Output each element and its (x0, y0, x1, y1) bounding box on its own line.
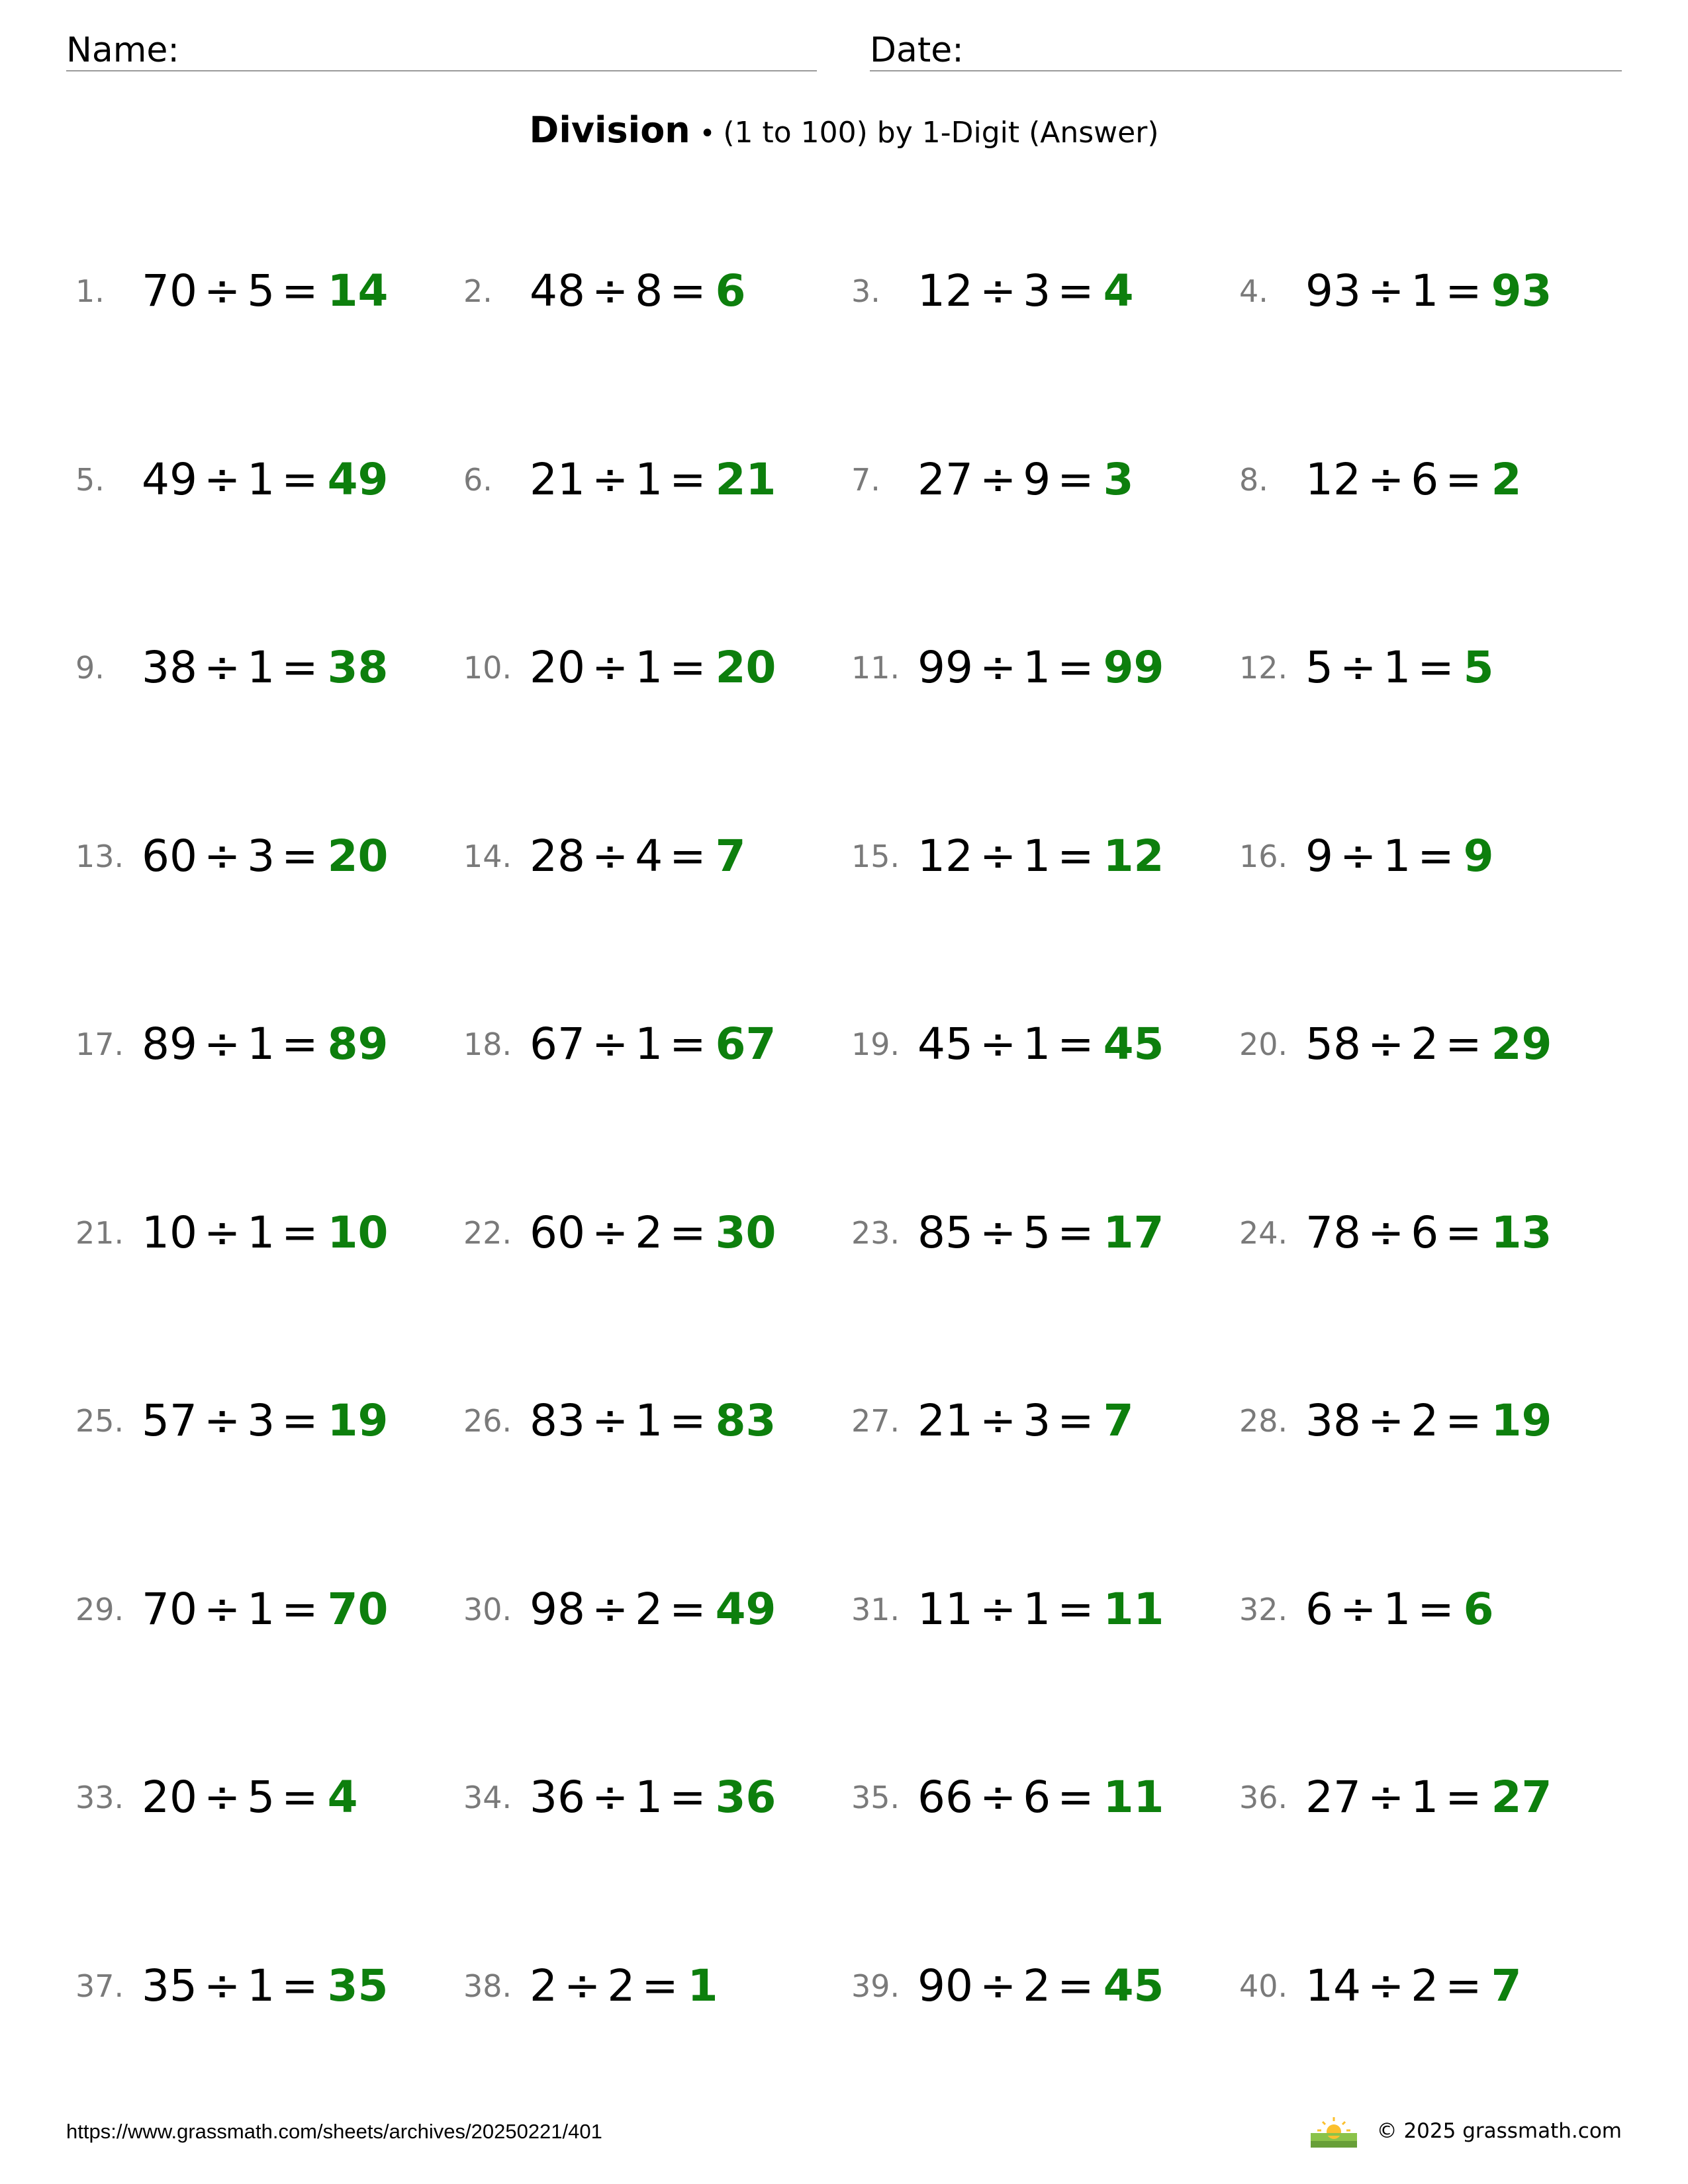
dividend: 12 (1305, 454, 1361, 505)
divisor: 1 (247, 1207, 275, 1258)
divide-sign: ÷ (979, 1960, 1017, 2011)
divide-sign: ÷ (1367, 1960, 1405, 2011)
divisor: 3 (247, 1395, 275, 1446)
problem-expression (530, 817, 746, 896)
divide-sign: ÷ (1367, 265, 1405, 316)
divisor: 6 (1411, 454, 1439, 505)
equals-sign: = (669, 454, 706, 505)
problem-expression (142, 1946, 388, 2026)
sun-over-grass-icon (1311, 2115, 1357, 2148)
answer: 4 (327, 1772, 358, 1823)
equals-sign: = (1057, 454, 1094, 505)
problem-expression (1305, 1946, 1522, 2026)
equals-sign: = (1057, 1772, 1094, 1823)
problem-expression (917, 817, 1164, 896)
answer: 38 (327, 642, 389, 693)
divisor: 5 (1023, 1207, 1051, 1258)
divisor: 1 (1023, 1584, 1051, 1635)
answer: 3 (1103, 454, 1134, 505)
problem-expression (530, 1381, 776, 1461)
divide-sign: ÷ (203, 831, 241, 882)
answer: 14 (327, 265, 389, 316)
divide-sign: ÷ (203, 265, 241, 316)
problem-number: 30. (463, 1592, 512, 1627)
equals-sign: = (281, 1395, 318, 1446)
problem-number: 8. (1239, 462, 1268, 498)
answer: 5 (1463, 642, 1494, 693)
dividend: 89 (142, 1019, 197, 1069)
dividend: 57 (142, 1395, 197, 1446)
dividend: 28 (530, 831, 585, 882)
problem-expression (1305, 817, 1494, 896)
divide-sign: ÷ (979, 831, 1017, 882)
divide-sign: ÷ (979, 1019, 1017, 1069)
dividend: 90 (917, 1960, 973, 2011)
footer-copyright: © 2025 grassmath.com (1376, 2119, 1622, 2143)
divisor: 1 (1023, 642, 1051, 693)
divide-sign: ÷ (203, 1960, 241, 2011)
equals-sign: = (1057, 1207, 1094, 1258)
dividend: 49 (142, 454, 197, 505)
equals-sign: = (281, 642, 318, 693)
dividend: 36 (530, 1772, 585, 1823)
equals-sign: = (1057, 1584, 1094, 1635)
divisor: 1 (1411, 1772, 1439, 1823)
title-main: Division (529, 109, 690, 151)
problem-number: 15. (851, 839, 900, 874)
divisor: 6 (1023, 1772, 1051, 1823)
dividend: 45 (917, 1019, 973, 1069)
divisor: 2 (1411, 1019, 1439, 1069)
equals-sign: = (281, 454, 318, 505)
answer: 49 (715, 1584, 776, 1635)
answer: 10 (327, 1207, 389, 1258)
problem-number: 38. (463, 1968, 512, 2004)
equals-sign: = (1445, 1960, 1482, 2011)
divide-sign: ÷ (591, 1207, 629, 1258)
divide-sign: ÷ (591, 1584, 629, 1635)
dividend: 78 (1305, 1207, 1361, 1258)
dividend: 21 (530, 454, 585, 505)
answer: 20 (715, 642, 776, 693)
equals-sign: = (1057, 642, 1094, 693)
divisor: 2 (607, 1960, 635, 2011)
dividend: 60 (530, 1207, 585, 1258)
answer: 7 (1491, 1960, 1522, 2011)
problem-expression (917, 251, 1134, 331)
equals-sign: = (669, 1019, 706, 1069)
problem-expression (1305, 1193, 1552, 1273)
divide-sign: ÷ (979, 1584, 1017, 1635)
answer: 67 (715, 1019, 776, 1069)
problem-number: 34. (463, 1780, 512, 1815)
divide-sign: ÷ (979, 1207, 1017, 1258)
divisor: 1 (635, 454, 663, 505)
divisor: 1 (1411, 265, 1439, 316)
answer: 6 (1463, 1584, 1494, 1635)
dividend: 5 (1305, 642, 1333, 693)
problem-number: 22. (463, 1215, 512, 1251)
equals-sign: = (1057, 831, 1094, 882)
divisor: 1 (247, 1584, 275, 1635)
problem-expression (1305, 440, 1522, 520)
equals-sign: = (669, 1584, 706, 1635)
problem-expression (142, 1381, 388, 1461)
problem-expression (530, 440, 776, 520)
divisor: 2 (635, 1584, 663, 1635)
problem-number: 40. (1239, 1968, 1288, 2004)
divisor: 8 (635, 265, 663, 316)
problem-number: 29. (75, 1592, 124, 1627)
problem-number: 28. (1239, 1403, 1288, 1439)
dividend: 93 (1305, 265, 1361, 316)
name-field[interactable] (66, 24, 817, 71)
divide-sign: ÷ (979, 1772, 1017, 1823)
dividend: 6 (1305, 1584, 1333, 1635)
problem-number: 17. (75, 1026, 124, 1062)
dividend: 83 (530, 1395, 585, 1446)
dividend: 35 (142, 1960, 197, 2011)
answer: 13 (1491, 1207, 1552, 1258)
problem-number: 37. (75, 1968, 124, 2004)
divide-sign: ÷ (1340, 642, 1377, 693)
divide-sign: ÷ (591, 642, 629, 693)
answer: 2 (1491, 454, 1522, 505)
answer: 89 (327, 1019, 389, 1069)
dividend: 12 (917, 831, 973, 882)
footer-brand (1311, 2111, 1622, 2151)
problem-expression (530, 628, 776, 707)
dividend: 98 (530, 1584, 585, 1635)
answer: 6 (715, 265, 746, 316)
divisor: 5 (247, 1772, 275, 1823)
problem-expression (142, 1005, 388, 1084)
problem-number: 9. (75, 650, 105, 686)
equals-sign: = (281, 1207, 318, 1258)
problem-number: 19. (851, 1026, 900, 1062)
answer: 45 (1103, 1019, 1164, 1069)
divide-sign: ÷ (1367, 1207, 1405, 1258)
divide-sign: ÷ (203, 1772, 241, 1823)
equals-sign: = (1417, 831, 1454, 882)
title-separator: • (699, 118, 716, 149)
problem-number: 1. (75, 273, 105, 309)
answer: 19 (1491, 1395, 1552, 1446)
problem-expression (917, 1381, 1134, 1461)
divisor: 1 (247, 454, 275, 505)
problem-expression (1305, 1758, 1552, 1837)
dividend: 2 (530, 1960, 557, 2011)
problem-number: 12. (1239, 650, 1288, 686)
equals-sign: = (281, 831, 318, 882)
problem-number: 10. (463, 650, 512, 686)
problem-number: 35. (851, 1780, 900, 1815)
problem-number: 31. (851, 1592, 900, 1627)
divisor: 1 (635, 642, 663, 693)
equals-sign: = (669, 642, 706, 693)
divide-sign: ÷ (203, 642, 241, 693)
problem-expression (917, 1005, 1164, 1084)
divide-sign: ÷ (203, 1584, 241, 1635)
divisor: 3 (1023, 265, 1051, 316)
divisor: 1 (247, 1960, 275, 2011)
equals-sign: = (281, 1584, 318, 1635)
divisor: 3 (247, 831, 275, 882)
equals-sign: = (1445, 1395, 1482, 1446)
answer: 29 (1491, 1019, 1552, 1069)
divisor: 5 (247, 265, 275, 316)
problem-expression (917, 1946, 1164, 2026)
divide-sign: ÷ (591, 1772, 629, 1823)
date-field[interactable] (870, 24, 1622, 71)
divide-sign: ÷ (979, 1395, 1017, 1446)
answer: 93 (1491, 265, 1552, 316)
problem-expression (530, 1946, 718, 2026)
divisor: 1 (635, 1019, 663, 1069)
answer: 30 (715, 1207, 776, 1258)
problem-number: 27. (851, 1403, 900, 1439)
problem-number: 6. (463, 462, 492, 498)
problem-expression (917, 440, 1134, 520)
problem-number: 32. (1239, 1592, 1288, 1627)
divisor: 9 (1023, 454, 1051, 505)
equals-sign: = (1445, 454, 1482, 505)
divide-sign: ÷ (1367, 1772, 1405, 1823)
name-label: Name: (66, 30, 179, 70)
equals-sign: = (1057, 1395, 1094, 1446)
dividend: 20 (530, 642, 585, 693)
answer: 49 (327, 454, 389, 505)
problem-number: 33. (75, 1780, 124, 1815)
divisor: 1 (247, 1019, 275, 1069)
divide-sign: ÷ (1340, 1584, 1377, 1635)
divide-sign: ÷ (203, 1207, 241, 1258)
equals-sign: = (669, 1207, 706, 1258)
divide-sign: ÷ (979, 265, 1017, 316)
answer: 9 (1463, 831, 1494, 882)
dividend: 70 (142, 1584, 197, 1635)
equals-sign: = (281, 1019, 318, 1069)
equals-sign: = (1445, 1207, 1482, 1258)
answer: 35 (327, 1960, 389, 2011)
problem-number: 20. (1239, 1026, 1288, 1062)
equals-sign: = (1057, 1960, 1094, 2011)
problem-expression (530, 251, 746, 331)
problem-expression (530, 1570, 776, 1649)
divisor: 3 (1023, 1395, 1051, 1446)
divide-sign: ÷ (203, 1019, 241, 1069)
answer: 4 (1103, 265, 1134, 316)
equals-sign: = (1417, 1584, 1454, 1635)
dividend: 21 (917, 1395, 973, 1446)
divisor: 1 (635, 1395, 663, 1446)
equals-sign: = (641, 1960, 679, 2011)
divisor: 1 (247, 642, 275, 693)
dividend: 58 (1305, 1019, 1361, 1069)
problem-number: 25. (75, 1403, 124, 1439)
answer: 45 (1103, 1960, 1164, 2011)
equals-sign: = (669, 831, 706, 882)
divide-sign: ÷ (591, 1019, 629, 1069)
dividend: 38 (142, 642, 197, 693)
equals-sign: = (281, 265, 318, 316)
equals-sign: = (281, 1960, 318, 2011)
dividend: 9 (1305, 831, 1333, 882)
divide-sign: ÷ (1340, 831, 1377, 882)
dividend: 60 (142, 831, 197, 882)
dividend: 20 (142, 1772, 197, 1823)
answer: 12 (1103, 831, 1164, 882)
problem-number: 7. (851, 462, 880, 498)
equals-sign: = (1445, 265, 1482, 316)
answer: 1 (687, 1960, 718, 2011)
problem-expression (142, 628, 388, 707)
divide-sign: ÷ (591, 265, 629, 316)
problem-number: 21. (75, 1215, 124, 1251)
answer: 83 (715, 1395, 776, 1446)
divide-sign: ÷ (1367, 1019, 1405, 1069)
dividend: 38 (1305, 1395, 1361, 1446)
problem-expression (1305, 1381, 1552, 1461)
problem-number: 39. (851, 1968, 900, 2004)
equals-sign: = (669, 265, 706, 316)
divide-sign: ÷ (203, 1395, 241, 1446)
answer: 7 (1103, 1395, 1134, 1446)
answer: 19 (327, 1395, 389, 1446)
problem-expression (142, 440, 388, 520)
dividend: 12 (917, 265, 973, 316)
equals-sign: = (281, 1772, 318, 1823)
answer: 17 (1103, 1207, 1164, 1258)
divisor: 2 (635, 1207, 663, 1258)
problem-expression (142, 1193, 388, 1273)
answer: 70 (327, 1584, 389, 1635)
problem-number: 5. (75, 462, 105, 498)
equals-sign: = (1417, 642, 1454, 693)
problem-number: 2. (463, 273, 492, 309)
divide-sign: ÷ (1367, 454, 1405, 505)
dividend: 67 (530, 1019, 585, 1069)
dividend: 66 (917, 1772, 973, 1823)
dividend: 85 (917, 1207, 973, 1258)
problem-number: 16. (1239, 839, 1288, 874)
divisor: 6 (1411, 1207, 1439, 1258)
dividend: 48 (530, 265, 585, 316)
worksheet-title (0, 107, 1688, 157)
answer: 11 (1103, 1772, 1164, 1823)
divide-sign: ÷ (979, 454, 1017, 505)
dividend: 27 (1305, 1772, 1361, 1823)
equals-sign: = (1057, 265, 1094, 316)
problem-expression (142, 251, 388, 331)
equals-sign: = (1057, 1019, 1094, 1069)
equals-sign: = (1445, 1019, 1482, 1069)
divisor: 2 (1411, 1395, 1439, 1446)
footer-url[interactable]: https://www.grassmath.com/sheets/archives/20250221/401 (66, 2120, 602, 2143)
divide-sign: ÷ (1367, 1395, 1405, 1446)
problem-expression (1305, 1005, 1552, 1084)
date-label: Date: (870, 30, 964, 70)
divide-sign: ÷ (564, 1960, 601, 2011)
problem-number: 26. (463, 1403, 512, 1439)
answer: 11 (1103, 1584, 1164, 1635)
divide-sign: ÷ (203, 454, 241, 505)
problem-number: 4. (1239, 273, 1268, 309)
divisor: 1 (1023, 831, 1051, 882)
problem-expression (142, 1570, 388, 1649)
divide-sign: ÷ (591, 1395, 629, 1446)
divisor: 1 (1383, 831, 1411, 882)
problem-number: 24. (1239, 1215, 1288, 1251)
divisor: 1 (1383, 1584, 1411, 1635)
problem-expression (530, 1193, 776, 1273)
equals-sign: = (1445, 1772, 1482, 1823)
answer: 36 (715, 1772, 776, 1823)
equals-sign: = (669, 1395, 706, 1446)
problem-number: 3. (851, 273, 880, 309)
dividend: 10 (142, 1207, 197, 1258)
divisor: 4 (635, 831, 663, 882)
problem-expression (1305, 1570, 1494, 1649)
problem-number: 14. (463, 839, 512, 874)
answer: 21 (715, 454, 776, 505)
problem-number: 18. (463, 1026, 512, 1062)
problem-expression (142, 1758, 358, 1837)
problem-number: 13. (75, 839, 124, 874)
dividend: 14 (1305, 1960, 1361, 2011)
answer: 27 (1491, 1772, 1552, 1823)
problem-number: 11. (851, 650, 900, 686)
answer: 20 (327, 831, 389, 882)
dividend: 99 (917, 642, 973, 693)
divisor: 1 (635, 1772, 663, 1823)
answer: 7 (715, 831, 746, 882)
divisor: 2 (1023, 1960, 1051, 2011)
divisor: 1 (1383, 642, 1411, 693)
problem-expression (917, 1193, 1164, 1273)
dividend: 11 (917, 1584, 973, 1635)
problem-expression (917, 628, 1164, 707)
problem-expression (142, 817, 388, 896)
divisor: 1 (1023, 1019, 1051, 1069)
problem-expression (530, 1758, 776, 1837)
divide-sign: ÷ (591, 831, 629, 882)
problem-expression (1305, 628, 1494, 707)
problem-number: 36. (1239, 1780, 1288, 1815)
problem-expression (530, 1005, 776, 1084)
equals-sign: = (669, 1772, 706, 1823)
problem-expression (917, 1570, 1164, 1649)
problem-expression (1305, 251, 1552, 331)
dividend: 27 (917, 454, 973, 505)
divide-sign: ÷ (979, 642, 1017, 693)
divisor: 2 (1411, 1960, 1439, 2011)
dividend: 70 (142, 265, 197, 316)
problem-expression (917, 1758, 1164, 1837)
answer: 99 (1103, 642, 1164, 693)
title-subtitle: (1 to 100) by 1-Digit (Answer) (723, 116, 1159, 150)
divide-sign: ÷ (591, 454, 629, 505)
problem-number: 23. (851, 1215, 900, 1251)
